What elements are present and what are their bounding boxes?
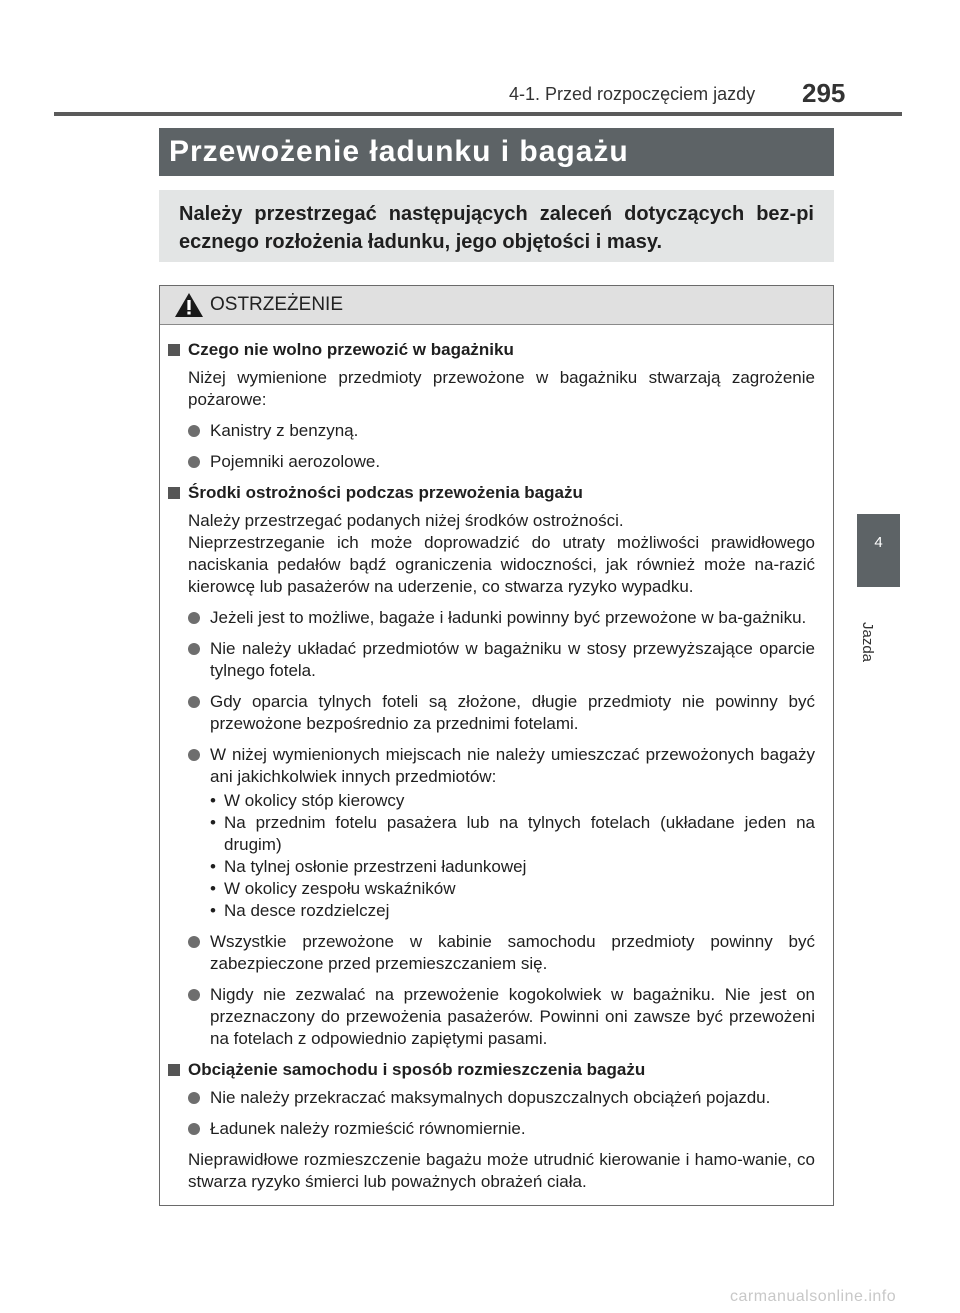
circle-bullet-icon — [188, 749, 200, 761]
list-item — [168, 638, 815, 682]
sub-bullet: • — [210, 857, 216, 876]
list-item-text: Ładunek należy rozmieścić równomiernie. — [210, 1119, 526, 1138]
list-item-text: W niżej wymienionych miejscach nie należy umieszczać przewożonych bagaży ani jakichkolwiek innych przedmiotów: — [210, 745, 815, 786]
list-item — [168, 691, 815, 735]
circle-bullet-icon — [188, 643, 200, 655]
list-item — [168, 744, 815, 788]
chapter-label: Jazda — [859, 622, 876, 663]
square-bullet-icon — [168, 344, 180, 356]
list-item — [168, 931, 815, 975]
sub-list — [168, 790, 815, 922]
warning-triangle-icon — [174, 292, 204, 318]
sub-bullet: • — [210, 791, 216, 810]
list-item — [168, 1087, 815, 1109]
section-title — [168, 339, 815, 361]
list-item — [168, 984, 815, 1050]
header-section: 4-1. Przed rozpoczęciem jazdy — [509, 84, 756, 104]
list-item-text: Nie należy układać przedmiotów w bagażniku w stosy przewyższające oparcie tylnego fotela. — [210, 639, 815, 680]
list-item-text: Nie należy przekraczać maksymalnych dopuszczalnych obciążeń pojazdu. — [210, 1088, 771, 1107]
watermark: carmanualsonline.info — [730, 1288, 897, 1305]
sub-list-item-text: Na desce rozdzielczej — [224, 901, 390, 920]
section-title-text: Czego nie wolno przewozić w bagażniku — [188, 340, 514, 359]
sub-list-item — [168, 878, 815, 900]
section-title-text: Obciążenie samochodu i sposób rozmieszczenia bagażu — [188, 1060, 646, 1079]
sub-list-item — [168, 812, 815, 856]
list-item-text: Gdy oparcia tylnych foteli są złożone, długie przedmioty nie powinny być przewożone bezpośrednio za przednimi fotelami. — [210, 692, 815, 733]
circle-bullet-icon — [188, 425, 200, 437]
section-title — [168, 1059, 815, 1081]
sub-list-item-text: W okolicy stóp kierowcy — [224, 791, 405, 810]
chapter-tab: 4 — [857, 514, 900, 587]
sub-bullet: • — [210, 879, 216, 898]
square-bullet-icon — [168, 487, 180, 499]
paragraph: Nieprzestrzeganie ich może doprowadzić do utraty możliwości prawidłowego naciskania pedałów bądź ograniczenia widoczności, jak również może na-razić kierowcę lub pasażerów na uderzenie, co stwarza ryzyko wypadku. — [188, 533, 815, 596]
sub-bullet: • — [210, 813, 216, 832]
list-item-text: Pojemniki aerozolowe. — [210, 452, 381, 471]
list-item-text: Jeżeli jest to możliwe, bagaże i ładunki powinny być przewożone w ba-gażniku. — [210, 608, 807, 627]
sub-list-item-text: Na przednim fotelu pasażera lub na tylnych fotelach (układane jeden na drugim) — [224, 813, 815, 854]
circle-bullet-icon — [188, 696, 200, 708]
warning-body — [160, 325, 833, 1193]
square-bullet-icon — [168, 1064, 180, 1076]
warning-box — [159, 285, 834, 1206]
section-title — [168, 482, 815, 504]
circle-bullet-icon — [188, 1092, 200, 1104]
circle-bullet-icon — [188, 456, 200, 468]
sub-list-item — [168, 900, 815, 922]
paragraph: Należy przestrzegać podanych niżej środków ostrożności. — [188, 511, 624, 530]
sub-list-item-text: W okolicy zespołu wskaźników — [224, 879, 456, 898]
intro-text: Należy przestrzegać następujących zaleceń dotyczących bez-pi ecznego rozłożenia ładunku, jego objętości i masy. — [159, 190, 834, 262]
list-item-text: Kanistry z benzyną. — [210, 421, 359, 440]
sub-bullet: • — [210, 901, 216, 920]
sub-list-item — [168, 856, 815, 878]
list-item-text: Nigdy nie zezwalać na przewożenie kogokolwiek w bagażniku. Nie jest on przeznaczony do przewożenia pasażerów. Powinni oni zawsze być przewożeni na fotelach z odpowiednio zapiętymi pasami. — [210, 985, 815, 1048]
circle-bullet-icon — [188, 612, 200, 624]
list-item — [168, 451, 815, 473]
warning-heading: OSTRZEŻENIE — [210, 294, 344, 315]
page-number: 295 — [802, 78, 846, 108]
sub-list-item-text: Na tylnej osłonie przestrzeni ładunkowej — [224, 857, 527, 876]
list-item — [168, 420, 815, 442]
page-title: Przewożenie ładunku i bagażu — [159, 128, 834, 176]
sub-list-item — [168, 790, 815, 812]
header-rule — [54, 112, 902, 116]
list-item — [168, 1118, 815, 1140]
warning-header — [160, 286, 833, 325]
circle-bullet-icon — [188, 1123, 200, 1135]
paragraph: Niżej wymienione przedmioty przewożone w bagażniku stwarzają zagrożenie pożarowe: — [188, 368, 815, 409]
circle-bullet-icon — [188, 989, 200, 1001]
list-item-text: Wszystkie przewożone w kabinie samochodu przedmioty powinny być zabezpieczone przed przemieszczaniem się. — [210, 932, 815, 973]
paragraph: Nieprawidłowe rozmieszczenie bagażu może utrudnić kierowanie i hamo-wanie, co stwarza ryzyko śmierci lub poważnych obrażeń ciała. — [188, 1150, 815, 1191]
list-item — [168, 607, 815, 629]
circle-bullet-icon — [188, 936, 200, 948]
section-title-text: Środki ostrożności podczas przewożenia bagażu — [188, 483, 583, 502]
